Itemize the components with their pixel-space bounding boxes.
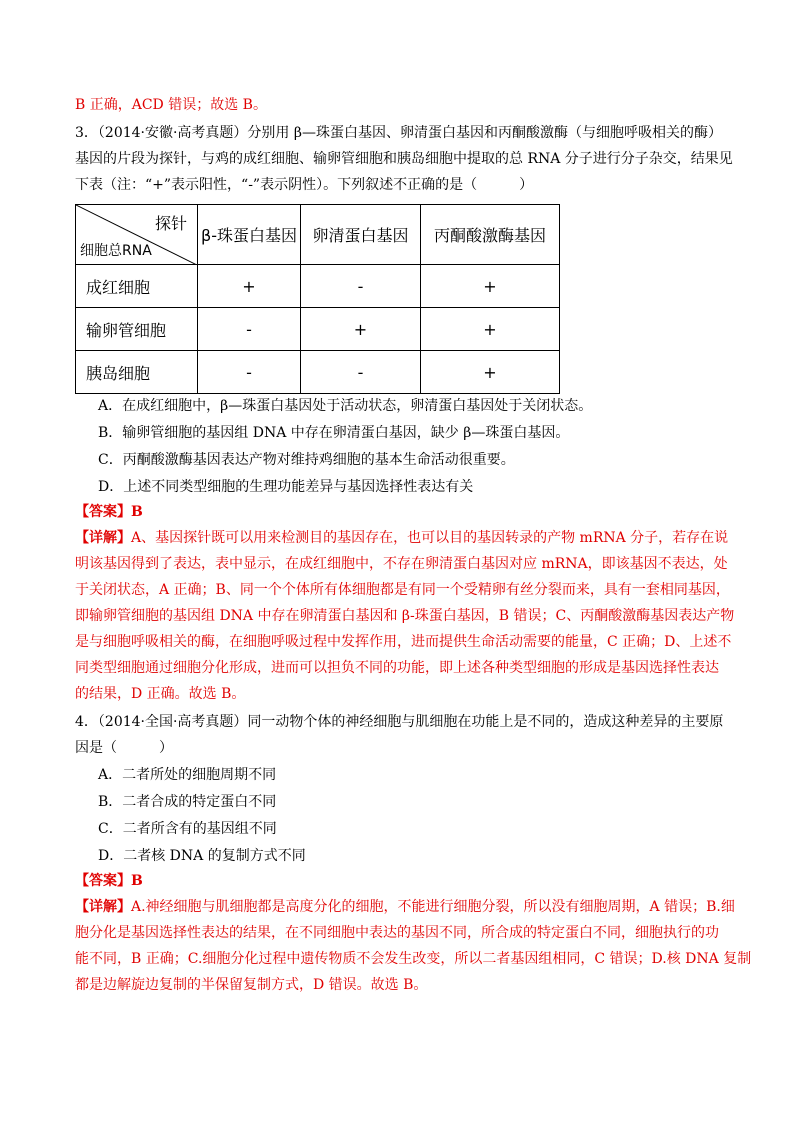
column-header: 丙酮酸激酶基因: [421, 205, 560, 265]
q4-explanation-line-4: 都是边解旋边复制的半保留复制方式，D 错误。故选 B。: [75, 977, 428, 993]
previous-answer-tail: B 正确，ACD 错误；故选 B。: [75, 97, 267, 113]
q4-explanation-line-1: [75, 897, 735, 917]
answer-label: 【答案】: [75, 873, 131, 889]
answer-value: B: [131, 504, 143, 520]
corner-rna-label: 细胞总RNA: [80, 243, 152, 259]
table-cell: +: [421, 265, 560, 308]
table-cell: +: [198, 265, 301, 308]
q4-option-c: C．二者所含有的基因组不同: [98, 821, 277, 837]
table-row: [76, 351, 560, 394]
q3-option-c: C．丙酮酸激酶基因表达产物对维持鸡细胞的基本生命活动很重要。: [98, 452, 515, 468]
explanation-label: 【详解】: [75, 530, 131, 546]
table-cell: -: [198, 308, 301, 351]
q4-stem-line-1: 4．（2014·全国·高考真题）同一动物个体的神经细胞与肌细胞在功能上是不同的，造成这种差异的主要原: [75, 714, 724, 730]
q3-option-a: A．在成红细胞中，β—珠蛋白基因处于活动状态，卵清蛋白基因处于关闭状态。: [98, 398, 593, 414]
q3-explanation-line-7: 的结果，D 正确。故选 B。: [75, 686, 246, 702]
explanation-text: A.神经细胞与肌细胞都是高度分化的细胞，不能进行细胞分裂，所以没有细胞周期，A 错误；B.细: [131, 899, 735, 915]
q3-stem-line-2: 基因的片段为探针，与鸡的成红细胞、输卵管细胞和胰岛细胞中提取的总 RNA 分子进行分子杂交，结果见: [75, 151, 733, 167]
q3-option-b: B．输卵管细胞的基因组 DNA 中存在卵清蛋白基因，缺少 β—珠蛋白基因。: [98, 425, 570, 441]
q4-stem-line-2: 因是（ ）: [75, 740, 173, 756]
q3-explanation-line-2: 明该基因得到了表达，表中显示，在成红细胞中，不存在卵清蛋白基因对应 mRNA，即该基因不表达，处: [75, 556, 728, 572]
q4-answer: [75, 871, 143, 891]
answer-label: 【答案】: [75, 504, 131, 520]
q4-explanation-line-3: 能不同，B 正确；C.细胞分化过程中遗传物质不会发生改变，所以二者基因组相同，C 错误；D.核 DNA 复制: [75, 951, 752, 967]
q4-explanation-line-2: 胞分化是基因选择性表达的结果，在不同细胞中表达的基因不同，所合成的特定蛋白不同，细胞执行的功: [75, 925, 719, 941]
q3-stem-line-1: 3．（2014·安徽·高考真题）分别用 β—珠蛋白基因、卵清蛋白基因和丙酮酸激酶（与细胞呼吸相关的酶）: [75, 125, 722, 141]
table-cell: -: [301, 265, 421, 308]
column-header: 卵清蛋白基因: [301, 205, 421, 265]
q3-explanation-line-1: [75, 528, 728, 548]
q3-explanation-line-4: 即输卵管细胞的基因组 DNA 中存在卵清蛋白基因和 β-珠蛋白基因，B 错误；C、丙酮酸激酶基因表达产物: [75, 608, 735, 624]
table-row: [76, 308, 560, 351]
q3-explanation-line-5: 是与细胞呼吸相关的酶，在细胞呼吸过程中发挥作用，进而提供生命活动需要的能量，C 正确；D、上述不: [75, 634, 732, 650]
table-corner-cell: [76, 205, 198, 265]
q3-stem-line-3: 下表（注：“+”表示阳性，“-”表示阴性）。下列叙述不正确的是（ ）: [75, 177, 534, 193]
row-label: 胰岛细胞: [76, 351, 198, 394]
table-header-row: [76, 205, 560, 265]
q4-option-d: D．二者核 DNA 的复制方式不同: [98, 848, 306, 864]
table-cell: +: [421, 351, 560, 394]
q3-option-d: D．上述不同类型细胞的生理功能差异与基因选择性表达有关: [98, 479, 474, 495]
probe-results-table: [75, 204, 560, 394]
table-cell: +: [421, 308, 560, 351]
q3-answer: [75, 502, 143, 522]
table-cell: -: [198, 351, 301, 394]
row-label: 成红细胞: [76, 265, 198, 308]
table-cell: -: [301, 351, 421, 394]
corner-probe-label: 探针: [154, 214, 187, 233]
explanation-label: 【详解】: [75, 899, 131, 915]
explanation-text: A、基因探针既可以用来检测目的基因存在，也可以目的基因转录的产物 mRNA 分子，若存在说: [131, 530, 729, 546]
q3-explanation-line-3: 于关闭状态，A 正确；B、同一个个体所有体细胞都是有同一个受精卵有丝分裂而来，具有一套相同基因，: [75, 582, 730, 598]
q4-option-b: B．二者合成的特定蛋白不同: [98, 794, 277, 810]
table-cell: +: [301, 308, 421, 351]
answer-value: B: [131, 873, 143, 889]
column-header: β-珠蛋白基因: [198, 205, 301, 265]
table-row: [76, 265, 560, 308]
q4-option-a: A．二者所处的细胞周期不同: [98, 767, 277, 783]
q3-explanation-line-6: 同类型细胞通过细胞分化形成，进而可以担负不同的功能，即上述各种类型细胞的形成是基因选择性表达: [75, 660, 719, 676]
row-label: 输卵管细胞: [76, 308, 198, 351]
